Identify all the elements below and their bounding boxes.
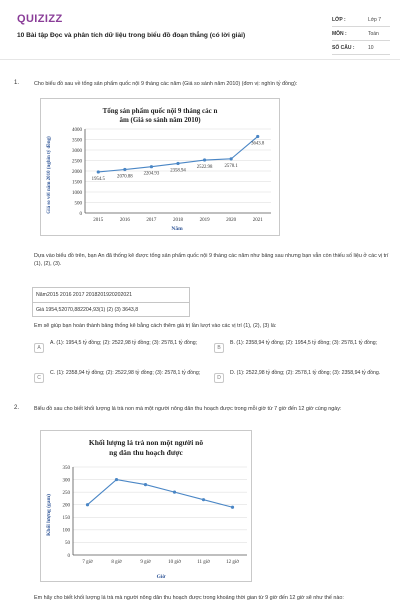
data-label: 1954.5 (91, 176, 105, 182)
meta-count-value: 10 (368, 45, 374, 51)
y-tick-label: 500 (74, 201, 82, 207)
y-tick-label: 2000 (72, 169, 82, 175)
y-tick-label: 1000 (72, 190, 82, 196)
option-c[interactable] (34, 370, 216, 390)
y-tick-label: 3000 (72, 148, 82, 154)
option-a-letter: A (34, 343, 44, 353)
x-tick-label: 10 giờ (168, 560, 181, 565)
x-tick-label: 2015 (93, 218, 104, 223)
y-tick-label: 300 (62, 478, 70, 484)
option-d-letter: D (214, 373, 224, 383)
data-point (203, 158, 206, 161)
option-a-text: A. (1): 1954,5 tỷ đồng; (2): 2522,98 tỷ đồng; (3): 2578,1 tỷ đồng; (50, 340, 198, 346)
y-tick-label: 150 (62, 516, 70, 522)
gdp-chart (40, 98, 280, 236)
meta-grade (332, 14, 390, 27)
x-axis-label: Năm (171, 226, 183, 232)
data-point (231, 506, 234, 509)
option-b[interactable] (214, 340, 396, 360)
chart-title-line-2: ăm (Giá so sánh năm 2010) (119, 116, 201, 124)
option-c-text: C. (1): 2358,94 tỷ đồng; (2): 2522,98 tỷ đồng; (3): 2578,1 tỷ đồng; (50, 370, 201, 376)
data-point (202, 498, 205, 501)
chart-title-line-1: Tổng sản phẩm quốc nội 9 tháng các n (102, 107, 218, 115)
chart-title-line-2: ng dân thu hoạch được (109, 448, 183, 457)
data-point (115, 478, 118, 481)
data-point (123, 168, 126, 171)
data-point (256, 135, 259, 138)
data-label: 2358.94 (170, 168, 186, 174)
x-tick-label: 9 giờ (140, 560, 151, 565)
option-b-letter: B (214, 343, 224, 353)
x-tick-label: 2020 (226, 218, 237, 223)
data-label: 3643.8 (251, 141, 265, 147)
y-tick-label: 50 (65, 541, 70, 547)
x-tick-label: 12 giờ (226, 560, 239, 565)
question-2-footer: Em hãy cho biết khối lượng lá trà mà người nông dân thu hoạch được trong khoảng thời gian từ 9 giờ đến 12 giờ sẽ như thế nào: (34, 595, 344, 600)
quizizz-logo: QUIZIZZ (17, 13, 63, 25)
data-label: 2070.88 (117, 174, 133, 180)
question-1-prompt: Em sẽ giúp bạn hoàn thành bảng thống kê bằng cách thêm giá trị lần lượt vào các vị trí (1), (2), (3) là: (34, 323, 277, 329)
table-row-years: Năm2015 2016 2017 2018201920202021 (36, 292, 133, 298)
gdp-chart-svg (41, 99, 279, 235)
meta-grade-value: Lớp 7 (368, 17, 382, 23)
question-1-intro: Cho biểu đồ sau về tổng sản phẩm quốc nội 9 tháng các năm (Giá so sánh năm 2010) (đơn vị: nghìn tỷ đồng): (34, 81, 298, 87)
meta-subject-label: MÔN : (332, 31, 347, 37)
option-c-letter: C (34, 373, 44, 383)
y-tick-label: 350 (62, 465, 70, 471)
worksheet-header (0, 0, 400, 60)
data-label: 2578.1 (224, 163, 238, 169)
option-a[interactable] (34, 340, 216, 360)
x-tick-label: 7 giờ (82, 560, 93, 565)
x-tick-label: 2016 (119, 218, 130, 223)
tea-chart (40, 430, 252, 582)
option-b-text: B. (1): 2358,94 tỷ đồng; (2): 1954,5 tỷ đồng; (3): 2578,1 tỷ đồng; (230, 340, 378, 346)
y-tick-label: 2500 (72, 159, 82, 165)
question-1-context: Dựa vào biểu đồ trên, bạn An đã thống kê được tổng sản phẩm quốc nội 9 tháng các năm như bảng sau nhưng bạn vẫn còn thiếu số liệu ở các vị trí (1), (2), (3). (34, 253, 389, 267)
y-tick-label: 200 (62, 503, 70, 509)
question-1-number: 1. (14, 80, 20, 86)
meta-divider (332, 40, 390, 41)
question-2-intro: Biểu đồ sau cho biết khối lượng lá trà non mà một người nông dân thu hoạch được trong mỗi giờ từ 7 giờ đến 12 giờ cùng ngày: (34, 406, 342, 412)
x-tick-label: 11 giờ (197, 560, 210, 565)
y-tick-label: 100 (62, 528, 70, 534)
option-d-text: D. (1): 2522,98 tỷ đồng; (2): 2578,1 tỷ đồng; (3): 2358,94 tỷ đồng. (230, 370, 381, 376)
meta-grade-label: LỚP : (332, 17, 346, 23)
statistics-table (32, 287, 190, 317)
option-d[interactable] (214, 370, 396, 390)
data-point (176, 162, 179, 165)
y-tick-label: 0 (79, 211, 82, 217)
table-row-values: Giá 1954,52070,882204,93(1) (2) (3) 3643,8 (33, 302, 189, 316)
meta-divider (332, 26, 390, 27)
y-axis-label: Khối lượng (gam) (46, 494, 52, 536)
data-point (86, 503, 89, 506)
y-tick-label: 4000 (72, 127, 82, 133)
meta-divider (332, 54, 390, 55)
meta-subject (332, 28, 390, 41)
tea-chart-svg (41, 431, 251, 581)
question-2-number: 2. (14, 405, 20, 411)
data-point (230, 157, 233, 160)
x-axis-label: Giờ (156, 574, 166, 580)
y-axis-label: Giá so với năm 2010 (nghìn tỷ đồng) (47, 136, 52, 214)
data-point (144, 483, 147, 486)
data-point (97, 170, 100, 173)
tea-series-line (88, 480, 233, 508)
data-label: 2522.98 (196, 165, 213, 171)
y-tick-label: 250 (62, 490, 70, 496)
x-tick-label: 2021 (252, 218, 263, 223)
x-tick-label: 8 giờ (111, 560, 122, 565)
data-label: 2204.93 (143, 171, 160, 177)
y-tick-label: 1500 (72, 180, 82, 186)
data-point (150, 165, 153, 168)
meta-subject-value: Toán (368, 31, 379, 37)
x-tick-label: 2019 (199, 218, 210, 223)
meta-count (332, 42, 390, 55)
chart-title-line-1: Khối lượng lá trà non một người nô (88, 438, 204, 447)
x-tick-label: 2017 (146, 218, 157, 223)
y-tick-label: 0 (67, 553, 70, 559)
y-tick-label: 3500 (72, 138, 82, 144)
meta-count-label: SỐ CÂU : (332, 45, 355, 51)
data-point (173, 491, 176, 494)
x-tick-label: 2018 (173, 218, 183, 223)
worksheet-title: 10 Bài tập Đọc và phân tích dữ liệu trong biểu đồ đoạn thẳng (có lời giải) (17, 32, 246, 39)
